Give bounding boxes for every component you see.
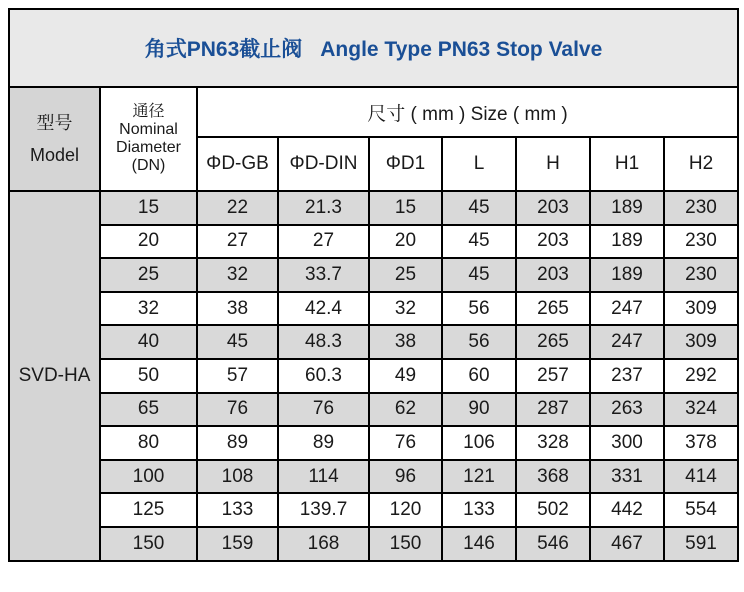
value-cell: 133 <box>197 493 278 527</box>
value-cell: 45 <box>197 325 278 359</box>
value-cell: 45 <box>442 191 516 225</box>
dn-cell: 50 <box>100 359 197 393</box>
value-cell: 89 <box>197 426 278 460</box>
value-cell: 189 <box>590 258 664 292</box>
col-header-h2: H2 <box>664 137 738 191</box>
dn-cell: 32 <box>100 292 197 326</box>
value-cell: 76 <box>369 426 442 460</box>
value-cell: 442 <box>590 493 664 527</box>
title-english: Angle Type PN63 Stop Valve <box>320 38 603 61</box>
value-cell: 467 <box>590 527 664 561</box>
value-cell: 502 <box>516 493 590 527</box>
value-cell: 292 <box>664 359 738 393</box>
value-cell: 168 <box>278 527 369 561</box>
value-cell: 45 <box>442 258 516 292</box>
value-cell: 263 <box>590 393 664 427</box>
value-cell: 89 <box>278 426 369 460</box>
dn-cell: 15 <box>100 191 197 225</box>
page-title <box>9 9 738 87</box>
value-cell: 120 <box>369 493 442 527</box>
value-cell: 331 <box>590 460 664 494</box>
value-cell: 21.3 <box>278 191 369 225</box>
value-cell: 414 <box>664 460 738 494</box>
col-header-d-din: ΦD-DIN <box>278 137 369 191</box>
table-row <box>9 493 738 527</box>
value-cell: 114 <box>278 460 369 494</box>
value-cell: 324 <box>664 393 738 427</box>
value-cell: 22 <box>197 191 278 225</box>
value-cell: 133 <box>442 493 516 527</box>
value-cell: 56 <box>442 325 516 359</box>
value-cell: 265 <box>516 325 590 359</box>
value-cell: 32 <box>369 292 442 326</box>
dn-cell: 125 <box>100 493 197 527</box>
value-cell: 247 <box>590 292 664 326</box>
col-header-l: L <box>442 137 516 191</box>
value-cell: 27 <box>278 225 369 259</box>
table-row <box>9 191 738 225</box>
value-cell: 150 <box>369 527 442 561</box>
value-cell: 96 <box>369 460 442 494</box>
nominal-diameter-header <box>100 87 197 191</box>
value-cell: 554 <box>664 493 738 527</box>
value-cell: 265 <box>516 292 590 326</box>
table-row <box>9 292 738 326</box>
value-cell: 90 <box>442 393 516 427</box>
value-cell: 189 <box>590 191 664 225</box>
title-chinese: 角式PN63截止阀 <box>144 38 303 61</box>
value-cell: 15 <box>369 191 442 225</box>
value-cell: 57 <box>197 359 278 393</box>
dn-header-line1: 通径 <box>132 103 165 121</box>
model-value-cell: SVD-HA <box>9 191 100 561</box>
value-cell: 378 <box>664 426 738 460</box>
value-cell: 230 <box>664 225 738 259</box>
value-cell: 546 <box>516 527 590 561</box>
value-cell: 25 <box>369 258 442 292</box>
dn-cell: 40 <box>100 325 197 359</box>
value-cell: 48.3 <box>278 325 369 359</box>
value-cell: 42.4 <box>278 292 369 326</box>
dn-cell: 100 <box>100 460 197 494</box>
value-cell: 49 <box>369 359 442 393</box>
value-cell: 106 <box>442 426 516 460</box>
value-cell: 38 <box>369 325 442 359</box>
col-header-d-gb: ΦD-GB <box>197 137 278 191</box>
value-cell: 203 <box>516 191 590 225</box>
value-cell: 146 <box>442 527 516 561</box>
value-cell: 300 <box>590 426 664 460</box>
table-row <box>9 258 738 292</box>
table-row <box>9 225 738 259</box>
table-row <box>9 426 738 460</box>
table-row <box>9 460 738 494</box>
value-cell: 32 <box>197 258 278 292</box>
model-header-en: Model <box>29 145 80 165</box>
value-cell: 328 <box>516 426 590 460</box>
value-cell: 287 <box>516 393 590 427</box>
value-cell: 159 <box>197 527 278 561</box>
value-cell: 38 <box>197 292 278 326</box>
value-cell: 247 <box>590 325 664 359</box>
header-row-1 <box>9 87 738 137</box>
col-header-h: H <box>516 137 590 191</box>
table-row <box>9 527 738 561</box>
value-cell: 108 <box>197 460 278 494</box>
value-cell: 121 <box>442 460 516 494</box>
table-row <box>9 359 738 393</box>
value-cell: 230 <box>664 258 738 292</box>
value-cell: 257 <box>516 359 590 393</box>
dn-header-line3: Diameter <box>116 139 181 156</box>
dn-cell: 150 <box>100 527 197 561</box>
value-cell: 76 <box>278 393 369 427</box>
value-cell: 60 <box>442 359 516 393</box>
dn-cell: 80 <box>100 426 197 460</box>
value-cell: 309 <box>664 292 738 326</box>
value-cell: 203 <box>516 258 590 292</box>
table-row <box>9 393 738 427</box>
value-cell: 33.7 <box>278 258 369 292</box>
value-cell: 45 <box>442 225 516 259</box>
value-cell: 62 <box>369 393 442 427</box>
col-header-d1: ΦD1 <box>369 137 442 191</box>
value-cell: 60.3 <box>278 359 369 393</box>
value-cell: 368 <box>516 460 590 494</box>
value-cell: 203 <box>516 225 590 259</box>
value-cell: 189 <box>590 225 664 259</box>
value-cell: 139.7 <box>278 493 369 527</box>
title-row <box>9 9 738 87</box>
value-cell: 309 <box>664 325 738 359</box>
value-cell: 237 <box>590 359 664 393</box>
value-cell: 76 <box>197 393 278 427</box>
dn-header-line2: Nominal <box>119 121 178 139</box>
valve-spec-table <box>8 8 739 562</box>
value-cell: 20 <box>369 225 442 259</box>
dn-header-line4: (DN) <box>131 156 166 174</box>
value-cell: 591 <box>664 527 738 561</box>
value-cell: 230 <box>664 191 738 225</box>
value-cell: 56 <box>442 292 516 326</box>
dn-cell: 25 <box>100 258 197 292</box>
model-header-zh: 型号 <box>36 113 73 133</box>
table-row <box>9 325 738 359</box>
model-column-header <box>9 87 100 191</box>
dn-cell: 65 <box>100 393 197 427</box>
size-mm-header: 尺寸 ( mm ) Size ( mm ) <box>197 87 738 137</box>
dn-cell: 20 <box>100 225 197 259</box>
value-cell: 27 <box>197 225 278 259</box>
col-header-h1: H1 <box>590 137 664 191</box>
